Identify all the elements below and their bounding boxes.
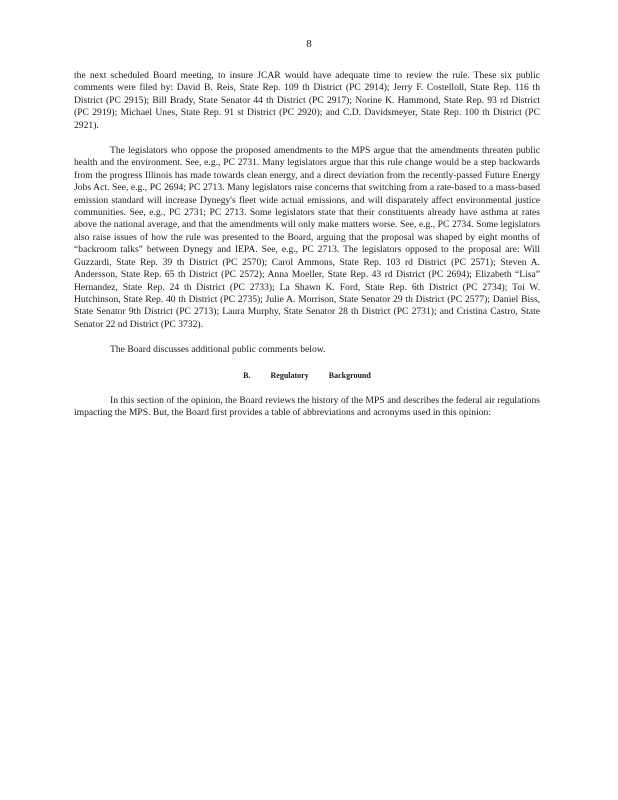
paragraph-public-comments-list: the next scheduled Board meeting, to insure JCAR would have adequate time to review the rule. These six public comments were filed by: David B. Reis, State Rep. 109 th District (PC 2914); Jerry F. Costelloll, State Rep. 116 th District (PC 2915); Bill Brady, State Senator 44 th District (PC 2917); Norine K. Hammond, State Rep. 93 rd District (PC 2919); Michael Unes, State Rep. 91 st District (PC 2920); and C.D. Davidsmeyer, State Rep. 100 th District (PC 2921). [74,70,540,131]
page-number: 8 [306,38,312,50]
paragraph-additional-comments: The Board discusses additional public comments below. [110,344,326,356]
section-letter: B. [243,370,251,380]
paragraph-gap [74,382,540,395]
section-heading [74,370,540,382]
paragraph-gap [74,331,540,344]
paragraph-legislators-opposition: The legislators who oppose the proposed amendments to the MPS argue that the amendments threaten public health and the environment. See, e.g., PC 2731. Many legislators argue that this rule change would be a step backwards from the progress Illinois has made towards clean energy, and a direct deviation from the recently-passed Future Energy Jobs Act. See, e.g., PC 2694; PC 2713. Many legislators raise concerns that switching from a rate-based to a mass-based emission standard will increase Dynegy's fleet wide actual emissions, and will disparately affect environmental justice communities. See, e.g., PC 2731; PC 2713. Some legislators state that their constituents already have asthma at rates above the national average, and that the amendments will only make matters worse. See, e.g., PC 2734. Some legislators also raise issues of how the rule was presented to the Board, arguing that the proposal was shaped by eight months of “backroom talks” between Dynegy and IEPA. See, e.g., PC 2713. The legislators opposed to the proposal are: Will Guzzardi, State Rep. 39 th District (PC 2570); Carol Ammons, State Rep. 103 rd District (PC 2571); Steven A. Andersson, State Rep. 65 th District (PC 2572); Anna Moeller, State Rep. 43 rd District (PC 2694); Elizabeth “Lisa” Hernandez, State Rep. 24 th District (PC 2733); La Shawn K. Ford, State Rep. 6th District (PC 2734); Toi W. Hutchinson, State Rep. 40 th District (PC 2735); Julie A. Morrison, State Senator 29 th District (PC 2577); Daniel Biss, State Senator 9th District (PC 2713); Laura Murphy, State Senator 28 th District (PC 2731); and Cristina Castro, State Senator 22 nd District (PC 3732). [74,145,540,330]
paragraph-section-intro: In this section of the opinion, the Board reviews the history of the MPS and describes the federal air regulations impacting the MPS. But, the Board first provides a table of abbreviations and acronyms used in this opinion: [74,394,540,418]
paragraph-gap [74,357,540,370]
section-title-background: Background [328,370,371,380]
section-title-regulatory: Regulatory [270,370,309,380]
paragraph-gap [74,132,540,145]
document-body [74,70,540,419]
